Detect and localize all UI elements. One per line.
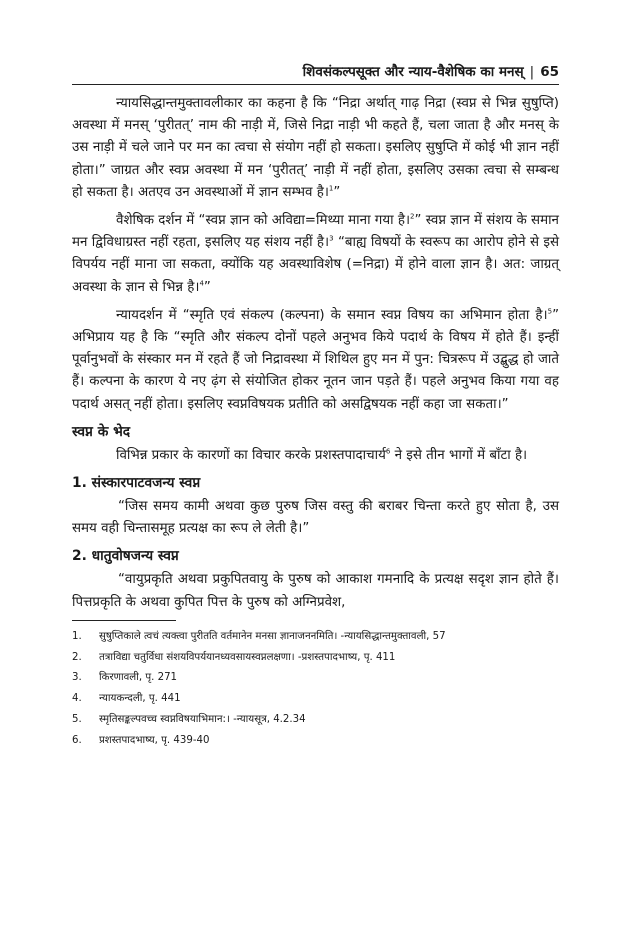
footnote-ref-4: 4 — [199, 279, 204, 288]
footnote-text: न्यायकन्दली, पृ. 441 — [99, 693, 181, 705]
footnote-number: 1. — [72, 630, 82, 642]
page — [72, 62, 559, 752]
header-title: शिवसंकल्पसूक्त और न्याय-वैशेषिक का मनस् — [302, 64, 524, 80]
footnote-number: 6. — [72, 734, 82, 746]
subsection-heading-2: 2. धातुवोषजन्य स्वप्न — [72, 548, 179, 565]
footnote-item — [72, 731, 559, 752]
paragraph-text: “बाह्य विषयों के स्वरूप का आरोप होने से इसे विपर्यय नहीं माना जा सकता, क्योंकि यह अवस्थाविशेष (=निद्रा) में होने वाला ज्ञान है। अत: जाग्रत् अवस्था के ज्ञान से भिन्न है। — [72, 235, 559, 295]
footnote-item — [72, 668, 559, 689]
paragraph-text: ” स्वप्न ज्ञान में संशय के समान मन द्विविधाग्रस्त नहीं रहता, इसलिए यह संशय नहीं है। — [72, 213, 559, 251]
running-header — [72, 62, 559, 85]
footnote-text: प्रशस्तपादभाष्य, पृ. 439-40 — [99, 734, 210, 746]
footnote-ref-6: 6 — [385, 447, 391, 456]
footnote-text: सुषुप्तिकाले त्वचं त्यक्त्वा पुरीतति वर्तमानेन मनसा ज्ञानाजननमिति। -न्यायसिद्धान्तमुक्तावली, 57 — [99, 630, 446, 642]
subsection-heading-1: 1. संस्कारपाटवजन्य स्वप्न — [72, 475, 201, 492]
footnote-number: 4. — [72, 693, 82, 705]
page-number: 65 — [540, 64, 559, 80]
paragraph-text: न्यायसिद्धान्तमुक्तावलीकार का कहना है कि “निद्रा अर्थात् गाढ़ निद्रा (स्वप्न से भिन्न सुषुप्ति) अवस्था में मनस् ‘पुरीतत्’ नाम की नाड़ी में, जिसे निद्रा नाड़ी भी कहते हैं, चला जाता है और मनस् के उस नाड़ी में चले जाने पर मन का त्वचा से संयोग नहीं हो सकता। इसलिए सुषुप्ति में कोई भी ज्ञान नहीं होता।” जाग्रत और स्वप्न अवस्था में मन ‘पुरीतत्’ नाड़ी में नहीं होता, इसलिए उसका त्वचा से सम्बन्ध हो सकता है। अतएव उन अवस्थाओं में ज्ञान सम्भव है। — [72, 96, 559, 200]
footnote-rule — [72, 620, 176, 623]
paragraph-2 — [72, 210, 559, 299]
paragraph-text: ” — [203, 279, 211, 295]
header-separator: | — [529, 64, 535, 80]
footnote-item — [72, 627, 559, 648]
footnote-ref-1: 1 — [328, 184, 334, 193]
paragraph-text: विभिन्न प्रकार के कारणों का विचार करके प्रशस्तपादाचार्य — [116, 447, 386, 463]
footnote-item — [72, 648, 559, 669]
paragraph-text: ” — [333, 184, 341, 200]
paragraph-3 — [72, 305, 559, 416]
subsection-text-1: “जिस समय कामी अथवा कुछ पुरुष जिस वस्तु की बराबर चिन्ता करते हुए सोता है, उस समय वही चिन्तासमूह प्रत्यक्ष का रूप ले लेती है।” — [72, 499, 559, 537]
footnote-ref-2: 2 — [410, 212, 415, 221]
footnote-item — [72, 689, 559, 710]
footnote-number: 5. — [72, 714, 82, 726]
section-paragraph — [72, 445, 559, 467]
paragraph-1 — [72, 93, 559, 204]
footnote-item — [72, 710, 559, 731]
footnote-number: 3. — [72, 672, 82, 684]
footnote-ref-3: 3 — [329, 234, 334, 243]
section-heading: स्वप्न के भेद — [72, 423, 131, 440]
footnote-text: तत्राविद्या चतुर्विधा संशयविपर्ययानध्यवसायस्वप्नलक्षणा। -प्रशस्तपादभाष्य, पृ. 411 — [99, 651, 396, 663]
footnote-list — [72, 627, 559, 752]
paragraph-text: न्यायदर्शन में “स्मृति एवं संकल्प (कल्पना) के समान स्वप्न विषय का अभिमान होता है। — [116, 307, 548, 323]
subsection-text-2: “वायुप्रकृति अथवा प्रकुपितवायु के पुरुष को आकाश गमनादि के प्रत्यक्ष सदृश ज्ञान होते हैं। पित्तप्रकृति के अथवा कुपित पित्त के पुरुष को अग्निप्रवेश, — [72, 572, 559, 610]
paragraph-text: वैशेषिक दर्शन में “स्वप्न ज्ञान को अविद्या=मिथ्या माना गया है। — [116, 213, 411, 229]
paragraph-text: ” अभिप्राय यह है कि “स्मृति और संकल्प दोनों पहले अनुभव किये पदार्थ के विषय में होते हैं। इन्हीं पूर्वानुभवों के संस्कार मन में रहते हैं जो निद्रावस्था में शिथिल हुए मन में पुन: चित्ररूप में उद्बुद्ध हो जाते हैं। कल्पना के कारण ये नए ढ़ंग से संयोजित होकर नूतन जान पड़ते हैं। पहले अनुभव किया गया वह पदार्थ असत् नहीं होता। इसलिए स्वप्नविषयक प्रतीति को असद्विषयक नहीं कहा जा सकता।” — [72, 307, 559, 412]
footnote-ref-5: 5 — [547, 307, 553, 316]
footnote-text: स्मृतिसङ्कल्पवच्च स्वप्नविषयाभिमान:। -न्यायसूत्र, 4.2.34 — [99, 714, 306, 726]
footnote-text: किरणावली, पृ. 271 — [99, 672, 178, 684]
footnote-number: 2. — [72, 651, 82, 663]
paragraph-text: ने इसे तीन भागों में बाँटा है। — [390, 447, 528, 463]
